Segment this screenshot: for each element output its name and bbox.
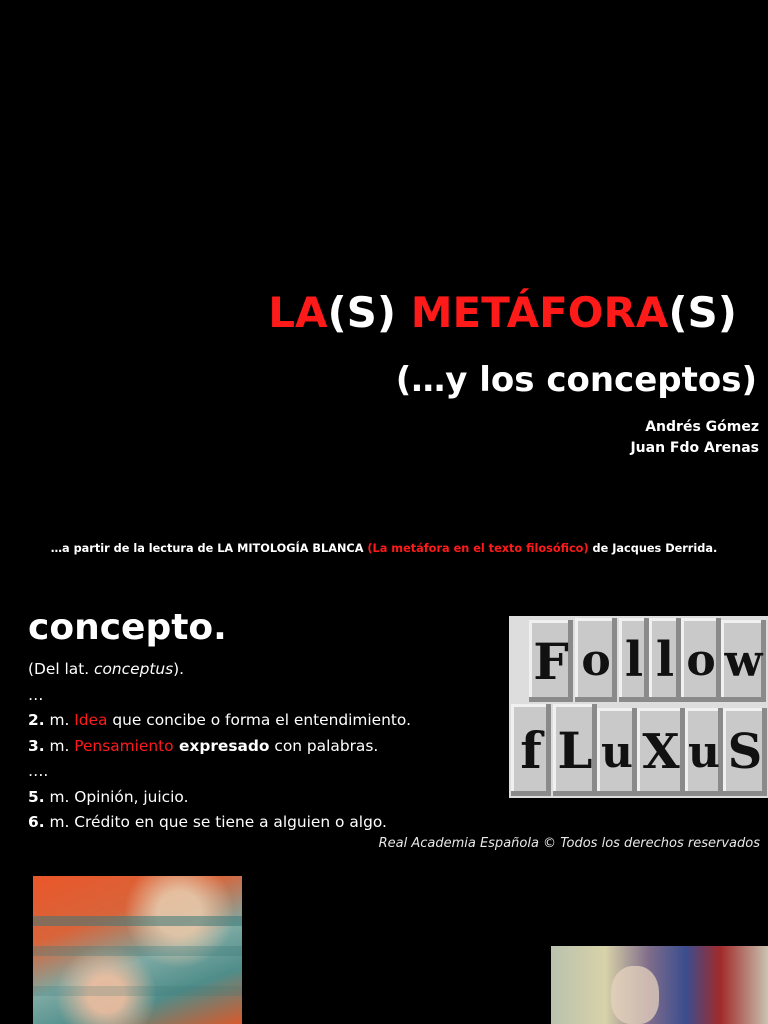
ellipsis-line-1: … [28, 685, 44, 704]
etymology-line [28, 657, 411, 683]
title-metafora: METÁFORA [410, 288, 669, 337]
paint-stroke [33, 986, 242, 996]
block-letter: X [637, 708, 685, 796]
block-letter: S [723, 708, 767, 796]
painting-right-image [551, 946, 768, 1024]
sense-number: 3. [28, 736, 45, 755]
reading-note [0, 542, 768, 555]
paint-stroke [33, 946, 242, 956]
sense-number: 5. [28, 787, 45, 806]
painted-face [611, 966, 659, 1024]
sense-6 [28, 810, 411, 836]
etymology-prefix: (Del lat. [28, 660, 95, 678]
reading-suffix: de Jacques Derrida. [588, 542, 718, 555]
block-letter: F [529, 620, 573, 702]
sense-pos: m. [44, 736, 75, 755]
block-letter: o [575, 618, 617, 702]
copyright-note: Real Academia Española © Todos los derechos reservados [378, 836, 760, 851]
painting-left-image [33, 876, 242, 1024]
definition-word: concepto. [28, 607, 227, 648]
sense-2 [28, 708, 411, 734]
author-2: Juan Fdo Arenas [630, 440, 759, 456]
sense-number: 2. [28, 711, 45, 729]
authors [0, 417, 759, 459]
title-la: LA [268, 288, 328, 337]
reading-highlight: (La metáfora en el texto filosófico) [367, 542, 589, 555]
block-letter: f [511, 704, 551, 796]
sense-text: que concibe o forma el entendimiento. [107, 711, 411, 729]
etymology-word: conceptus [94, 660, 174, 678]
block-letter: l [649, 618, 681, 702]
sense-keyword: Pensamiento [74, 736, 174, 755]
definition-lines [28, 657, 411, 836]
slide-title [0, 288, 737, 338]
title-s1: (S) [327, 288, 411, 337]
block-letter: u [597, 708, 637, 796]
sense-pos: m. [44, 787, 75, 806]
block-letter: w [721, 620, 766, 702]
sense-bold-word: expresado [173, 736, 270, 755]
paint-stroke [33, 916, 242, 926]
follow-fluxus-image [509, 616, 768, 798]
block-letter: o [681, 618, 721, 702]
sense-5 [28, 785, 411, 811]
reading-prefix: …a partir de la lectura de LA MITOLOGÍA BLANCA [50, 542, 368, 555]
sense-keyword: Idea [74, 711, 108, 729]
title-s2: (S) [668, 288, 737, 337]
etymology-suffix: ). [173, 660, 185, 678]
block-letter: l [619, 618, 649, 702]
block-letter: L [553, 704, 597, 796]
sense-text: Crédito en que se tiene a alguien o algo. [74, 813, 387, 831]
sense-text: Opinión, juicio. [74, 787, 189, 806]
sense-text: con palabras. [269, 736, 379, 755]
sense-3 [28, 734, 411, 760]
block-letter: u [685, 708, 723, 796]
ellipsis-line-2: …. [28, 762, 49, 780]
sense-number: 6. [28, 813, 45, 831]
author-1: Andrés Gómez [645, 419, 759, 435]
slide-subtitle: (…y los conceptos) [395, 360, 757, 400]
sense-pos: m. [44, 711, 75, 729]
sense-pos: m. [44, 813, 75, 831]
